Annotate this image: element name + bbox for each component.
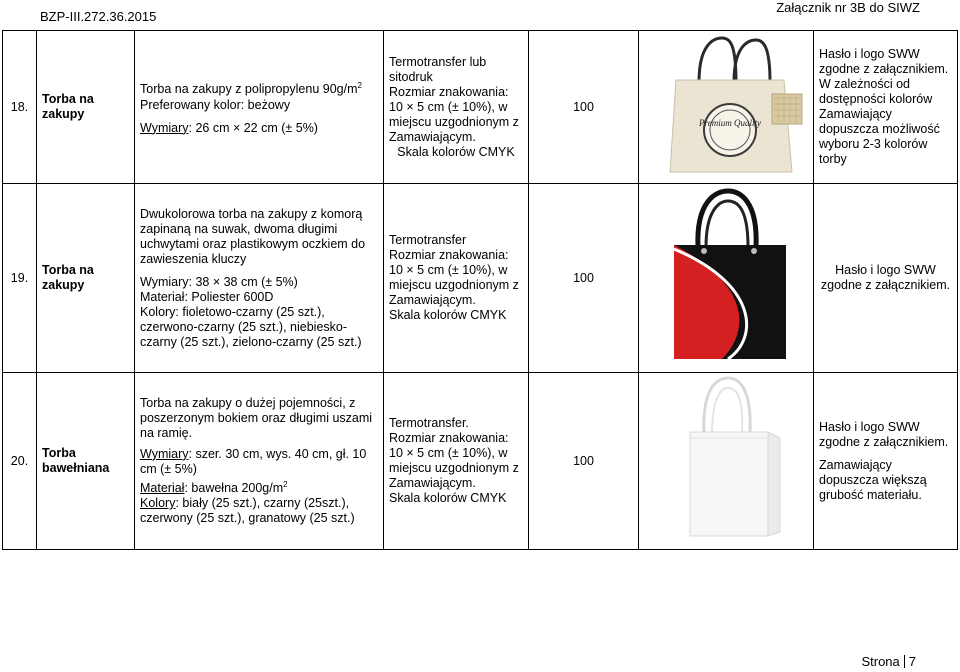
marking-size-label: Rozmiar znakowania: [389,248,509,262]
notes [814,373,958,550]
product-image [639,373,814,550]
notes-line: Hasło i logo SWW zgodne z załącznikiem. [819,47,949,76]
superscript: 2 [357,81,362,91]
table-row [3,373,958,550]
colors-value: : biały (25 szt.), czarny (25szt.), czerwony (25 szt.), granatowy (25 szt.) [140,496,355,526]
item-description [135,373,384,550]
product-image [639,31,814,184]
marking-spec [384,31,529,184]
item-description [135,31,384,184]
row-number: 18. [3,31,37,184]
red-black-tote-bag-image [644,187,814,365]
row-number: 19. [3,184,37,373]
document-reference: BZP-III.272.36.2015 [40,9,157,24]
product-table [2,30,958,550]
marking-size: 10 × 5 cm (± 10%), w miejscu uzgodnionym z Zamawiającym. [389,263,519,307]
dimensions-value: : szer. 30 cm, wys. 40 cm, gł. 10 cm (± 5%) [140,446,367,476]
desc-line: Materiał: Poliester 600D [140,289,274,304]
table-row [3,184,958,373]
dimensions-label: Wymiary [140,120,189,135]
item-name: Torba na zakupy [37,31,135,184]
marking-method: Termotransfer. [389,416,469,430]
marking-size-label: Rozmiar znakowania: [389,84,509,99]
dimensions-label: Wymiary [140,446,189,461]
superscript: 2 [283,479,288,489]
marking-size: 10 × 5 cm (± 10%), w miejscu uzgodnionym z Zamawiającym. [389,99,519,144]
row-number: 20. [3,373,37,550]
marking-color: Skala kolorów CMYK [389,491,507,505]
quantity: 100 [529,373,639,550]
desc-line: Kolory: fioletowo-czarny (25 szt.), czerwono-czarny (25 szt.), niebiesko-czarny (25 szt.), zielono-czarny (25 szt.) [140,304,362,349]
dimensions-value: : 26 cm × 22 cm (± 5%) [188,120,318,135]
desc-line: Preferowany kolor: beżowy [140,97,291,112]
desc-line: Wymiary: 38 × 38 cm (± 5%) [140,274,298,289]
table-row [3,31,958,184]
annex-label: Załącznik nr 3B do SIWZ [776,0,920,15]
beige-tote-bag-image [644,34,814,176]
white-cotton-bag-image [644,376,814,542]
item-name: Torba bawełniana [37,373,135,550]
marking-size: 10 × 5 cm (± 10%), w miejscu uzgodnionym z Zamawiającym. [389,446,519,490]
item-description [135,184,384,373]
notes-line: W zależności od dostępności kolorów Zamawiający dopuszcza możliwość wyboru 2-3 kolorów torby [819,77,940,166]
marking-method: Termotransfer lub sitodruk [389,54,487,84]
page-footer [861,654,916,669]
marking-spec [384,184,529,373]
material-value: : bawełna 200g/m [184,481,284,496]
notes-line: Hasło i logo SWW zgodne z załącznikiem. [820,263,951,292]
marking-color: Skala kolorów CMYK [389,308,507,322]
marking-spec [384,373,529,550]
page-number: 7 [908,654,916,669]
notes-line: Zamawiający dopuszcza większą grubość materiału. [819,457,927,502]
notes-line: Hasło i logo SWW zgodne z załącznikiem. [819,419,949,449]
divider [904,655,905,668]
desc-line: Dwukolorowa torba na zakupy z komorą zapinaną na suwak, dwoma długimi uchwytami oraz plastikowym oczkiem do zawieszenia kluczy [140,206,366,266]
notes [814,184,958,373]
quantity: 100 [529,184,639,373]
desc-line: Torba na zakupy z polipropylenu 90g/m [140,82,358,97]
marking-size-label: Rozmiar znakowania: [389,431,509,445]
item-name: Torba na zakupy [37,184,135,373]
bag-print-text: Premium Quality [699,118,761,128]
quantity: 100 [529,31,639,184]
marking-method: Termotransfer [389,233,467,247]
desc-line: Torba na zakupy o dużej pojemności, z poszerzonym bokiem oraz długimi uszami na ramię. [140,395,373,440]
notes [814,31,958,184]
material-label: Materiał [140,481,185,496]
page-label: Strona [861,654,900,669]
colors-label: Kolory [140,496,176,511]
product-image [639,184,814,373]
marking-color: Skala kolorów CMYK [397,144,515,159]
